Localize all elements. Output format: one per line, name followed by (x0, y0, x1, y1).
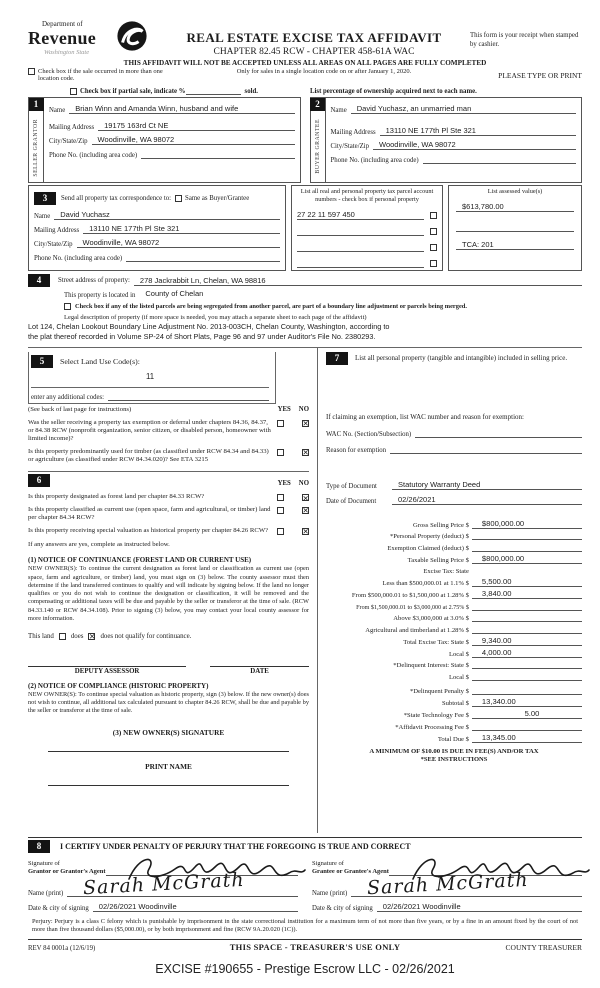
excise-tax-state-spacer (472, 566, 582, 576)
tax-line-label: *Delinquent Penalty $ (409, 688, 469, 696)
personal-property-deduct-field[interactable] (472, 531, 582, 541)
revenue-logo (28, 20, 158, 57)
taxable-selling-price-field[interactable]: $800,000.00 (472, 554, 582, 564)
please-type-label: PLEASE TYPE OR PRINT (498, 71, 582, 80)
tax-line-label: Local $ (448, 673, 469, 681)
buyer-side-label: BUYER GRANTEE (314, 119, 321, 174)
single-location-note: Only for sales in a single location code on or after January 1, 2020. (236, 68, 412, 75)
section-5-badge: 5 (31, 355, 53, 368)
buyer-mailing-field[interactable]: 13110 NE 177th Pl Ste 321 (380, 126, 576, 136)
certify-statement: I CERTIFY UNDER PENALTY OF PERJURY THAT THE FOREGOING IS TRUE AND CORRECT (60, 842, 411, 852)
reason-exemption-label: Reason for exemption (326, 446, 387, 454)
tax-line-label: *State Technology Fee $ (403, 712, 469, 720)
buyer-name-label: Name (330, 107, 347, 114)
section-7-badge: 7 (326, 352, 348, 365)
sec5-no-header: NO (298, 406, 309, 414)
does-label: does (70, 632, 84, 640)
grantor-signature-block (28, 855, 312, 912)
sec6-q1-no-checkbox[interactable] (302, 494, 309, 501)
seller-city-label: City/State/Zip (49, 138, 88, 145)
seller-name-field[interactable]: Brian Winn and Amanda Winn, husband and wife (69, 104, 294, 114)
excise-stamp: EXCISE #190655 - Prestige Escrow LLC - 02/26/2021 (155, 962, 455, 977)
delinquent-interest-local-field[interactable] (472, 671, 582, 681)
sec5-q2-text: Is this property predominantly used for timber (as classified under RCW 84.34 and 84.33) or agriculture (as classified under RCW 84.34.020)? See ETA 3215 (28, 447, 269, 464)
tier4-tax-field[interactable] (472, 613, 582, 623)
assessed-values-box (448, 185, 582, 271)
s3-name-label: Name (34, 213, 51, 220)
tier2-tax-field[interactable]: 3,840.00 (472, 589, 582, 599)
seller-city-field[interactable]: Woodinville, WA 98072 (92, 135, 295, 145)
see-back-note: (See back of last page for instructions) (28, 406, 132, 414)
agricultural-tax-field[interactable] (472, 624, 582, 634)
grantor-date-city-field[interactable]: 02/26/2021 Woodinville (93, 902, 298, 912)
ownership-label: List percentage of ownership acquired next to each name. (310, 88, 477, 95)
grantor-sig-label: Signature of Grantor or Grantor's Agent (28, 860, 106, 876)
revenue-swoosh-icon (116, 20, 148, 57)
grantee-date-city-field[interactable]: 02/26/2021 Woodinville (377, 902, 582, 912)
wac-label: WAC No. (Section/Subsection) (326, 430, 412, 438)
parcel-field[interactable] (297, 258, 424, 268)
sec6-q2-no-checkbox[interactable] (302, 507, 309, 514)
section-2-badge: 2 (310, 98, 325, 111)
partial-sale-checkbox[interactable] (70, 88, 77, 95)
certification-section (28, 837, 582, 912)
sec5-q1-yes-checkbox[interactable] (277, 420, 284, 427)
seller-mailing-field[interactable]: 19175 163rd Ct NE (98, 121, 294, 131)
parcel-header: List all real and personal property tax parcel account numbers - check box if personal property (300, 188, 434, 203)
county-treasurer-label: COUNTY TREASURER (505, 943, 582, 953)
grantee-date-city-label: Date & city of signing (312, 904, 373, 912)
sec6-q3-text: Is this property receiving special valuation as historical property per chapter 84.26 RCW? (28, 526, 269, 534)
assessor-date-line[interactable]: DATE (210, 666, 309, 675)
sec6-q2-yes-checkbox[interactable] (277, 507, 284, 514)
state-technology-fee-field[interactable]: 5.00 (472, 709, 582, 719)
tax-line-label: Local $ (448, 650, 469, 658)
tax-line-label: Above $3,000,000 at 3.0% $ (393, 615, 469, 623)
personal-property-label: List all personal property (tangible and intangible) included in selling price. (355, 354, 568, 363)
tax-line-label: *Affidavit Processing Fee $ (395, 723, 469, 731)
parcel-field[interactable] (297, 226, 424, 236)
sec5-q2-yes-checkbox[interactable] (277, 449, 284, 456)
assessed-header: List assessed value(s) (487, 188, 543, 195)
total-excise-state-field[interactable]: 9,340.00 (472, 636, 582, 646)
notice-compliance-title: (2) NOTICE OF COMPLIANCE (HISTORIC PROPERTY) (28, 681, 209, 690)
legal-description-line2: the plat thereof recorded in Volume SP-24 of Short Plats, Page 96 and 97 under Auditor's File No. 2380293. (28, 332, 376, 342)
notice-compliance-body: NEW OWNER(S): To continue special valuation as historic property, sign (3) below. If the new owner(s) does not wish to continue, all additional tax calculated pursuant to chapter 84.26 RCW, shall be due and payable by the seller or transferor at the time of sale. (28, 690, 309, 715)
left-column (28, 348, 318, 833)
tax-line-label: Less than $500,000.01 at 1.1% $ (382, 580, 469, 588)
same-as-buyer-checkbox[interactable] (175, 195, 182, 202)
tax-line-label: Agricultural and timberland at 1.28% $ (365, 626, 469, 634)
grantor-name-print-label: Name (print) (28, 889, 64, 897)
sold-label: sold. (244, 88, 258, 95)
multi-location-label: Check box if the sale occurred in more than one location code. (38, 68, 163, 82)
doc-type-label: Type of Document (326, 482, 377, 490)
sec5-q2-no-checkbox[interactable] (302, 449, 309, 456)
warning-line: THIS AFFIDAVIT WILL NOT BE ACCEPTED UNLESS ALL AREAS ON ALL PAGES ARE FULLY COMPLETED (123, 59, 487, 67)
notice-continuance-body: NEW OWNER(S): To continue the current designation as forest land or classification as current use (open space, farm and agriculture, or timber) land, you must sign on (3) below. The county assessor must then determine if the land transferred continues to qualify and will indicate by signing below. If the land no longer qualifies or you do not wish to continue the designation or classification, it will be removed and the compensating or additional taxes will be due and payable by the seller or transferor at the time of sale. (RCW 84.33.140 or RCW 84.34.108). Prior to signing (3) below, you may contact your local county assessor for more information. (28, 565, 309, 622)
grantee-sig-label: Signature of Grantee or Grantee's Agent (312, 860, 389, 876)
new-owner-signature-label: (3) NEW OWNER(S) SIGNATURE (112, 727, 225, 737)
sec5-q1-no-checkbox[interactable] (302, 420, 309, 427)
seller-phone-label: Phone No. (including area code) (49, 152, 138, 159)
located-in-field[interactable]: County of Chelan (145, 289, 204, 298)
sec6-q1-yes-checkbox[interactable] (277, 494, 284, 501)
exemption-claimed-field[interactable] (472, 542, 582, 552)
sec5-q1-text: Was the seller receiving a property tax exemption or deferral under chapters 84.36, 84.37, or 84.38 RCW (nonprofit organization, senior citizen, or disabled person, homeowner with limited income)? (28, 418, 271, 443)
seller-name-label: Name (49, 107, 66, 114)
tier1-tax-field[interactable]: 5,500.00 (472, 577, 582, 587)
parcel2-checkbox[interactable] (430, 228, 437, 235)
send-correspondence-label: Send all property tax correspondence to: (61, 195, 172, 202)
additional-codes-label: enter any additional codes: (31, 394, 105, 402)
total-due-field[interactable]: 13,345.00 (472, 733, 582, 743)
street-address-label: Street address of property: (58, 277, 130, 284)
segregated-checkbox[interactable] (64, 303, 71, 310)
section-6-badge: 6 (28, 474, 50, 487)
affidavit-processing-fee-field[interactable] (472, 721, 582, 731)
local-tax-field[interactable]: 4,000.00 (472, 648, 582, 658)
form-revision-number: REV 84 0001a (12/6/19) (28, 945, 96, 953)
exemption-intro: If claiming an exemption, list WAC number and reason for exemption: (326, 413, 524, 422)
logo-revenue-text: Revenue (28, 28, 97, 48)
sec6-yes-header: YES (277, 480, 291, 488)
parcel-numbers-box (291, 185, 443, 271)
subtotal-field[interactable]: 13,340.00 (472, 697, 582, 707)
gross-selling-price-field[interactable]: $800,000.00 (472, 519, 582, 529)
header (28, 20, 582, 57)
section-8-badge: 8 (28, 840, 50, 853)
legal-description-label: Legal description of property (if more space is needed, you may attach a separate sheet to each page of the affidavit) (64, 314, 367, 321)
buyer-city-field[interactable]: Woodinville, WA 98072 (373, 140, 576, 150)
footer-bar (28, 939, 582, 952)
buyer-phone-field[interactable] (423, 154, 576, 164)
sec6-q2-text: Is this property classified as current use (open space, farm and agricultural, or timber) land per chapter 84.34 RCW? (28, 505, 271, 522)
does-not-label: does not qualify for continuance. (100, 632, 192, 640)
partial-sale-percent-field[interactable] (186, 85, 241, 95)
same-as-buyer-label: Same as Buyer/Grantee (185, 195, 250, 202)
tax-line-label: Total Excise Tax: State $ (403, 638, 469, 646)
logo-washington-text: Washington State (44, 49, 90, 56)
buyer-box (310, 97, 583, 183)
sec6-q1-text: Is this property designated as forest land per chapter 84.33 RCW? (28, 493, 205, 501)
grantor-date-city-label: Date & city of signing (28, 904, 89, 912)
parcel-number-field[interactable]: 27 22 11 597 450 (297, 210, 424, 220)
grantee-signature-block (312, 855, 582, 912)
section-1-badge: 1 (29, 98, 44, 111)
seller-side-label: SELLER GRANTOR (33, 119, 39, 177)
deputy-assessor-line[interactable]: DEPUTY ASSESSOR (28, 666, 186, 675)
notice-continuance-title: (1) NOTICE OF CONTINUANCE (FOREST LAND OR CURRENT USE) (28, 556, 252, 565)
s3-phone-field[interactable] (126, 252, 280, 262)
delinquent-penalty-field[interactable] (472, 686, 582, 696)
segregated-label: Check box if any of the listed parcels are being segregated from another parcel, are part of a boundary line adjustment or parcels being merged. (75, 303, 467, 310)
s3-phone-label: Phone No. (including area code) (34, 255, 123, 262)
land-does-checkbox[interactable] (59, 633, 66, 640)
parcel4-checkbox[interactable] (430, 260, 437, 267)
sec6-no-header: NO (298, 480, 309, 488)
logo-dept-text: Department of (42, 20, 83, 28)
tax-line-label: *Delinquent Interest: State $ (393, 662, 469, 670)
buyer-mailing-label: Mailing Address (330, 129, 376, 136)
sec6-q3-yes-checkbox[interactable] (277, 528, 284, 535)
right-column (318, 348, 582, 833)
land-use-code-box (28, 352, 276, 404)
wac-field[interactable] (415, 428, 582, 438)
form-title: REAL ESTATE EXCISE TAX AFFIDAVIT (186, 30, 442, 45)
minimum-fee-note: A MINIMUM OF $10.00 IS DUE IN FEE(S) AND/OR TAX (369, 747, 539, 755)
s3-name-field[interactable]: David Yuchasz (54, 210, 280, 220)
s3-mailing-field[interactable]: 13110 NE 177th Pl Ste 321 (83, 224, 280, 234)
partial-sale-label: Check box if partial sale, indicate % (80, 88, 186, 95)
doc-date-field[interactable]: 02/26/2021 (392, 495, 582, 505)
land-use-code-label: Select Land Use Code(s): (60, 357, 140, 367)
assessed-value-field[interactable]: $613,780.00 (456, 202, 574, 212)
print-name-line[interactable] (48, 785, 289, 786)
tax-line-label: Subtotal $ (441, 700, 469, 708)
grantee-printed-script: Sarah McGrath (366, 869, 530, 900)
parcel-field[interactable] (297, 242, 424, 252)
form-subtitle: CHAPTER 82.45 RCW - CHAPTER 458-61A WAC (213, 47, 415, 57)
located-in-label: This property is located in (64, 292, 136, 299)
buyer-name-field[interactable]: David Yuchasz, an unmarried man (351, 104, 576, 114)
additional-codes-field[interactable] (108, 391, 269, 401)
tax-line-label: Exemption Claimed (deduct) $ (387, 544, 469, 552)
sec6-q3-no-checkbox[interactable] (302, 528, 309, 535)
land-does-not-checkbox[interactable] (88, 633, 95, 640)
reason-exemption-field[interactable] (390, 444, 582, 454)
s3-city-label: City/State/Zip (34, 241, 73, 248)
treasurer-space-label: THIS SPACE - TREASURER'S USE ONLY (229, 942, 401, 953)
receipt-note: This form is your receipt when stamped by cashier. (470, 32, 579, 48)
seller-mailing-label: Mailing Address (49, 124, 95, 131)
tax-correspondence-box (28, 185, 286, 271)
doc-date-label: Date of Document (326, 497, 377, 505)
this-land-label: This land (28, 632, 54, 640)
tax-line-label: From $500,000.01 to $1,500,000 at 1.28% $ (351, 592, 469, 600)
assessed-blank-field[interactable] (456, 222, 574, 232)
land-use-code-field[interactable]: 11 (145, 372, 155, 382)
seller-box (28, 97, 301, 183)
excise-tax-state-header: Excise Tax: State (423, 568, 469, 576)
delinquent-interest-state-field[interactable] (472, 660, 582, 670)
header-titles (158, 20, 470, 57)
perjury-statement: Perjury: Perjury is a class C felony which is punishable by imprisonment in the state correctional institution for a maximum term of not more than five years, or by a fine in an amount fixed by the court of not more than five thousand dollars ($5,000.00), or by both imprisonment and fine (RCW 9A.20.020 (1C)). (32, 917, 578, 934)
buyer-phone-label: Phone No. (including area code) (330, 157, 419, 164)
parcel3-checkbox[interactable] (430, 244, 437, 251)
multi-location-checkbox[interactable] (28, 68, 35, 75)
tca-field[interactable]: TCA: 201 (456, 240, 574, 250)
grantee-name-print-label: Name (print) (312, 889, 348, 897)
parcel1-checkbox[interactable] (430, 212, 437, 219)
see-instructions-note: *SEE INSTRUCTIONS (420, 755, 488, 763)
section-4-badge: 4 (28, 274, 50, 287)
s3-city-field[interactable]: Woodinville, WA 98072 (77, 238, 280, 248)
s3-mailing-label: Mailing Address (34, 227, 80, 234)
tax-line-label: Total Due $ (437, 735, 469, 743)
seller-phone-field[interactable] (141, 149, 294, 159)
tier3-tax-field[interactable] (472, 601, 582, 611)
tax-line-label: Taxable Selling Price $ (407, 556, 469, 564)
buyer-city-label: City/State/Zip (330, 143, 370, 150)
if-any-yes-note: If any answers are yes, complete as instructed below. (28, 540, 170, 548)
section-3-badge: 3 (34, 192, 56, 205)
sec5-yes-header: YES (277, 406, 291, 414)
tax-line-label: *Personal Property (deduct) $ (389, 533, 469, 541)
tax-line-label: From $1,500,000.01 to $3,000,000 at 2.75% $ (356, 604, 469, 611)
new-owner-signature-line[interactable] (48, 751, 289, 752)
street-address-field[interactable]: 278 Jackrabbit Ln, Chelan, WA 98816 (134, 276, 464, 286)
doc-type-field[interactable]: Statutory Warranty Deed (392, 480, 582, 490)
legal-description-line1: Lot 124, Chelan Lookout Boundary Line Adjustment No. 2013-003CH, Chelan County, Washington, according to (28, 322, 390, 331)
grantor-printed-script: Sarah McGrath (82, 869, 246, 900)
print-name-label: PRINT NAME (145, 761, 192, 771)
tax-line-label: Gross Selling Price $ (413, 521, 469, 529)
